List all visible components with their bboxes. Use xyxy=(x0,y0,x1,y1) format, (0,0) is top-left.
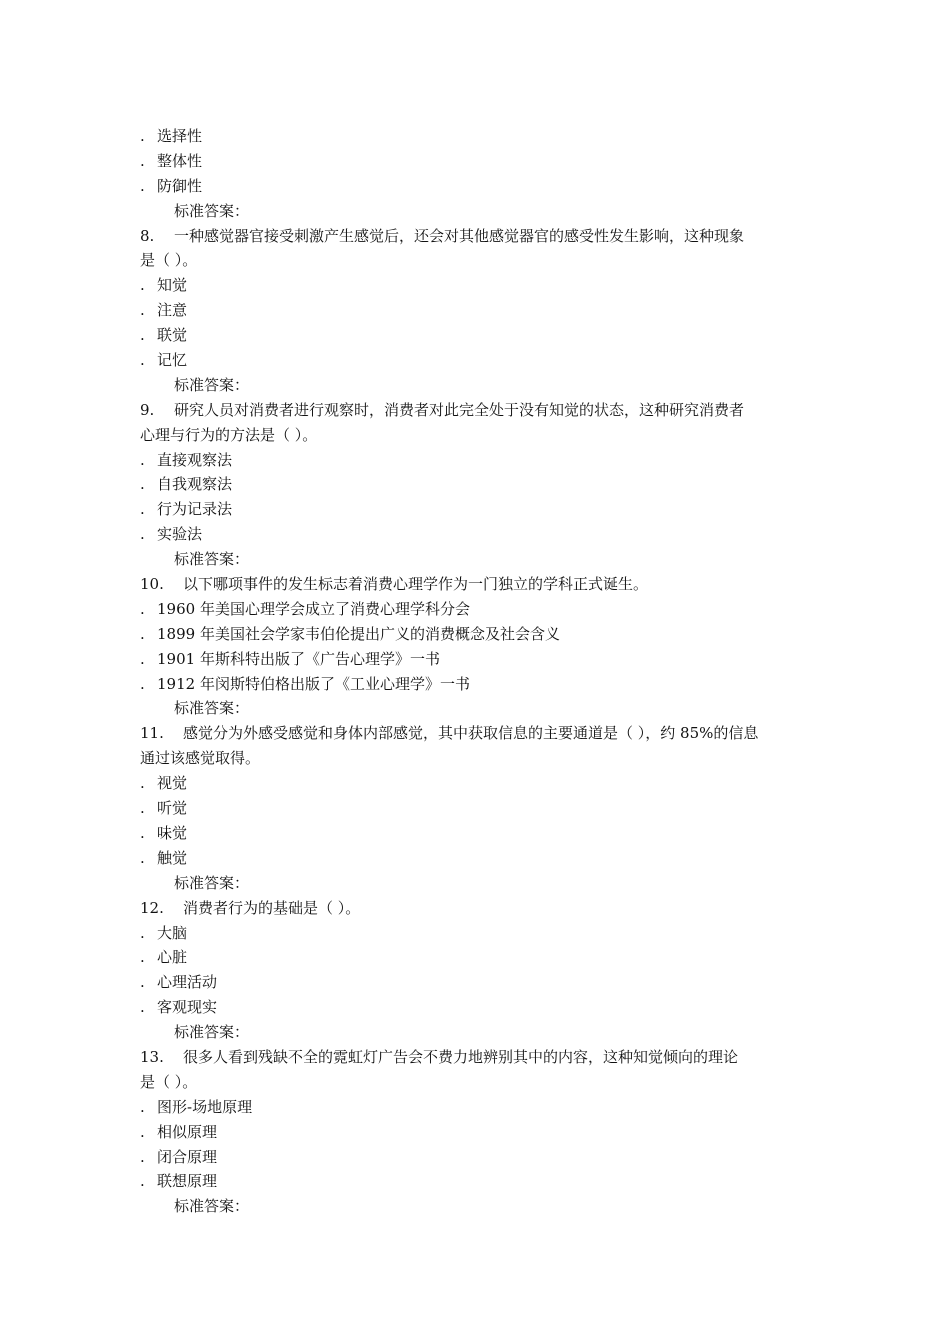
question-list xyxy=(140,124,812,1219)
answer-label: 标准答案： xyxy=(174,873,250,892)
option-marker: . xyxy=(140,823,145,842)
answer-label: 标准答案： xyxy=(174,1197,250,1216)
option-text: 注意 xyxy=(157,301,188,320)
option-text: 联觉 xyxy=(157,326,188,345)
option-text: 选择性 xyxy=(157,127,203,145)
option-text: 闭合原理 xyxy=(157,1147,218,1166)
option-marker: . xyxy=(140,1097,145,1116)
question-number: 9. xyxy=(140,400,155,419)
question-number: 12. xyxy=(140,898,164,917)
option-marker: . xyxy=(140,998,145,1017)
option-marker: . xyxy=(140,276,145,295)
option-text: 知觉 xyxy=(157,276,188,295)
option-item xyxy=(140,846,812,871)
option-marker: . xyxy=(140,127,145,145)
question-text-continued: 心理与行为的方法是（ ）。 xyxy=(140,425,318,444)
question-stem xyxy=(140,1045,812,1070)
option-text: 实验法 xyxy=(157,525,203,544)
option-item xyxy=(140,1169,812,1194)
option-text: 直接观察法 xyxy=(157,450,233,469)
option-text: 1912 年闵斯特伯格出版了《工业心理学》一书 xyxy=(157,674,470,693)
option-text: 触觉 xyxy=(157,848,188,867)
option-marker: . xyxy=(140,326,145,345)
question-number: 13. xyxy=(140,1047,164,1066)
option-marker: . xyxy=(140,351,145,370)
option-text: 听觉 xyxy=(157,799,188,818)
question-number: 11. xyxy=(140,724,164,743)
option-text: 图形-场地原理 xyxy=(157,1097,253,1116)
option-marker: . xyxy=(140,176,145,195)
option-item xyxy=(140,1145,812,1170)
option-marker: . xyxy=(140,151,145,170)
option-text: 视觉 xyxy=(157,774,188,793)
option-marker: . xyxy=(140,475,145,494)
option-item xyxy=(140,921,812,946)
option-marker: . xyxy=(140,948,145,967)
question-text: 很多人看到残缺不全的霓虹灯广告会不费力地辨别其中的内容，这种知觉倾向的理论 xyxy=(183,1047,739,1066)
question-text: 研究人员对消费者进行观察时，消费者对此完全处于没有知觉的状态，这种研究消费者 xyxy=(174,400,745,419)
option-marker: . xyxy=(140,1172,145,1191)
option-marker: . xyxy=(140,301,145,320)
option-text: 心脏 xyxy=(157,948,188,967)
option-item xyxy=(140,1120,812,1145)
option-item xyxy=(140,647,812,672)
question-stem xyxy=(140,572,812,597)
question-text: 一种感觉器官接受刺激产生感觉后，还会对其他感觉器官的感受性发生影响，这种现象 xyxy=(174,226,745,245)
option-marker: . xyxy=(140,774,145,793)
option-item xyxy=(140,298,812,323)
answer-label: 标准答案： xyxy=(174,550,250,569)
question-text-continued: 是（ ）。 xyxy=(140,1072,198,1091)
option-item xyxy=(140,970,812,995)
option-item xyxy=(140,323,812,348)
option-text: 味觉 xyxy=(157,823,188,842)
option-item xyxy=(140,1095,812,1120)
question-text: 以下哪项事件的发生标志着消费心理学作为一门独立的学科正式诞生。 xyxy=(183,575,649,594)
answer-label: 标准答案： xyxy=(174,201,250,220)
option-marker: . xyxy=(140,500,145,519)
option-marker: . xyxy=(140,450,145,469)
option-item xyxy=(140,348,812,373)
question-text-continued: 通过该感觉取得。 xyxy=(140,749,261,768)
question-stem xyxy=(140,224,812,249)
option-item xyxy=(140,672,812,697)
answer-label: 标准答案： xyxy=(174,699,250,718)
option-text: 1901 年斯科特出版了《广告心理学》一书 xyxy=(157,649,440,668)
answer-label: 标准答案： xyxy=(174,1023,250,1042)
question-stem xyxy=(140,721,812,746)
question-stem xyxy=(140,398,812,423)
option-marker: . xyxy=(140,525,145,544)
question-stem xyxy=(140,896,812,921)
question-number: 10. xyxy=(140,575,164,594)
option-text: 自我观察法 xyxy=(157,475,233,494)
question-text: 感觉分为外感受感觉和身体内部感觉，其中获取信息的主要通道是（ ），约 85%的信息 xyxy=(183,724,759,743)
option-marker: . xyxy=(140,1147,145,1166)
option-item xyxy=(140,771,812,796)
option-text: 记忆 xyxy=(157,351,188,370)
option-item xyxy=(140,174,812,199)
option-text: 整体性 xyxy=(157,151,203,170)
option-marker: . xyxy=(140,848,145,867)
question-text-continued: 是（ ）。 xyxy=(140,251,198,270)
option-item xyxy=(140,497,812,522)
option-text: 客观现实 xyxy=(157,998,218,1017)
question-number: 8. xyxy=(140,226,155,245)
option-marker: . xyxy=(140,923,145,942)
option-marker: . xyxy=(140,799,145,818)
option-text: 相似原理 xyxy=(157,1122,218,1141)
option-marker: . xyxy=(140,599,145,618)
option-item xyxy=(140,995,812,1020)
option-item xyxy=(140,124,812,149)
option-item xyxy=(140,597,812,622)
option-item xyxy=(140,472,812,497)
option-text: 大脑 xyxy=(157,923,188,942)
option-text: 防御性 xyxy=(157,176,203,195)
option-item xyxy=(140,796,812,821)
option-marker: . xyxy=(140,674,145,693)
option-item xyxy=(140,149,812,174)
question-text: 消费者行为的基础是（ ）。 xyxy=(183,898,361,917)
option-text: 心理活动 xyxy=(157,973,218,992)
option-item xyxy=(140,448,812,473)
option-text: 1960 年美国心理学会成立了消费心理学科分会 xyxy=(157,599,470,618)
option-marker: . xyxy=(140,624,145,643)
option-marker: . xyxy=(140,1122,145,1141)
option-text: 1899 年美国社会学家韦伯伦提出广义的消费概念及社会含义 xyxy=(157,624,560,643)
option-item xyxy=(140,522,812,547)
answer-label: 标准答案： xyxy=(174,375,250,394)
option-marker: . xyxy=(140,973,145,992)
option-text: 行为记录法 xyxy=(157,500,233,519)
option-text: 联想原理 xyxy=(157,1172,218,1191)
option-item xyxy=(140,945,812,970)
option-item xyxy=(140,622,812,647)
option-marker: . xyxy=(140,649,145,668)
option-item xyxy=(140,273,812,298)
option-item xyxy=(140,821,812,846)
